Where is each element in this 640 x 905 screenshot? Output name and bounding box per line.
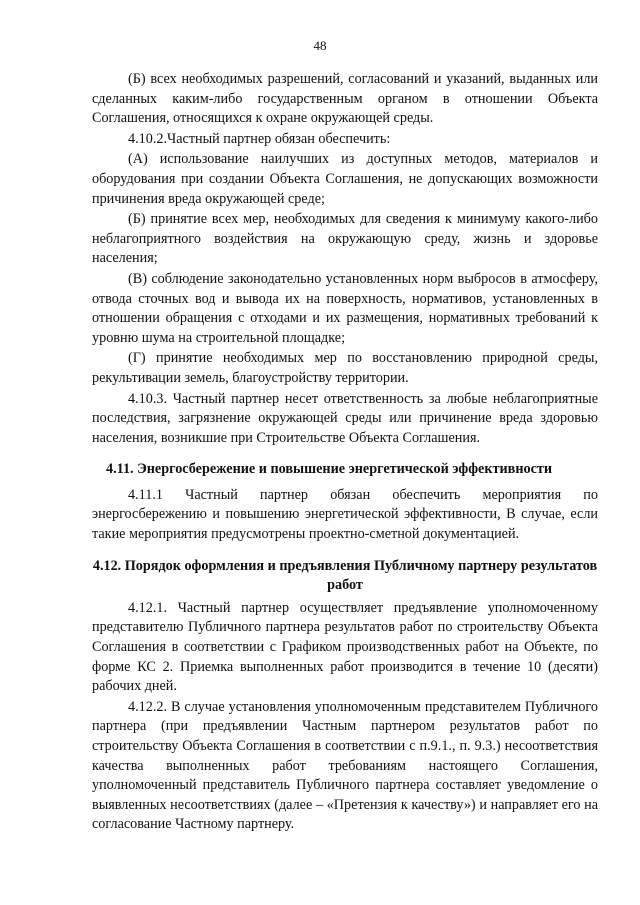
paragraph-4-11-1: 4.11.1 Частный партнер обязан обеспечить мероприятия по энергосбережению и повышению энергетической эффективности, В случае, если такие мероприятия предусмотрены проектно-сметной документацией. — [92, 486, 598, 543]
paragraph-4-10-2-a: (А) использование наилучших из доступных методов, материалов и оборудования при создании Объекта Соглашения, не допускающих возможности причинения вреда окружающей среде; — [92, 151, 598, 207]
paragraph-4-10-2-g: (Г) принятие необходимых мер по восстановлению природной среды, рекультивации земель, благоустройству территории. — [92, 350, 598, 386]
paragraph-4-10-2-b: (Б) принятие всех мер, необходимых для сведения к минимуму какого-либо неблагоприятного воздействия на окружающую среду, жизнь и здоровье населения; — [92, 211, 598, 267]
paragraph-4-10-2: 4.10.2.Частный партнер обязан обеспечить: — [128, 130, 391, 147]
page-content — [92, 70, 598, 836]
paragraph-4-12-2: 4.12.2. В случае установления уполномоченным представителем Публичного партнера (при предъявлении Частным партнером результатов работ по строительству Объекта Соглашения в соответствии с п.9.1., п. 9.3.) несоответствия качества выполненных работ требованиям настоящего Соглашения, уполномоченный представитель Публичного партнера составляет уведомление о выявленных несоответствиях (далее – «Претензия к качеству») и направляет его на согласование Частному партнеру. — [92, 698, 598, 833]
section-heading-4-12: 4.12. Порядок оформления и предъявления Публичному партнеру результатов работ — [92, 557, 598, 594]
paragraph-4-10-2-v: (В) соблюдение законодательно установленных норм выбросов в атмосферу, отвода сточных вод и вывода их на поверхность, нормативов, установленных в отношении обращения с отходами и их размещения, нормативных требований к уровню шума на строительной площадке; — [92, 270, 598, 346]
paragraph-4-10-1-b: (Б) всех необходимых разрешений, согласований и указаний, выданных или сделанных каким-либо государственным органом в отношении Объекта Соглашения, относящихся к охране окружающей среды. — [92, 71, 598, 127]
paragraph-4-10-3: 4.10.3. Частный партнер несет ответственность за любые неблагоприятные последствия, загрязнение окружающей среды или причинение вреда здоровью населения, возникшие при Строительстве Объекта Соглашения. — [92, 390, 598, 446]
page-number: 48 — [313, 38, 327, 53]
section-heading-4-11: 4.11. Энергосбережение и повышение энергетической эффективности — [106, 461, 553, 478]
paragraph-4-12-1: 4.12.1. Частный партнер осуществляет предъявление уполномоченному представителю Публичного партнера результатов работ по строительству Объекта Соглашения в соответствии с Графиком производственных работ на Объекте, по форме КС 2. Приемка выполненных работ производится в течение 10 (десяти) рабочих дней. — [92, 599, 598, 695]
